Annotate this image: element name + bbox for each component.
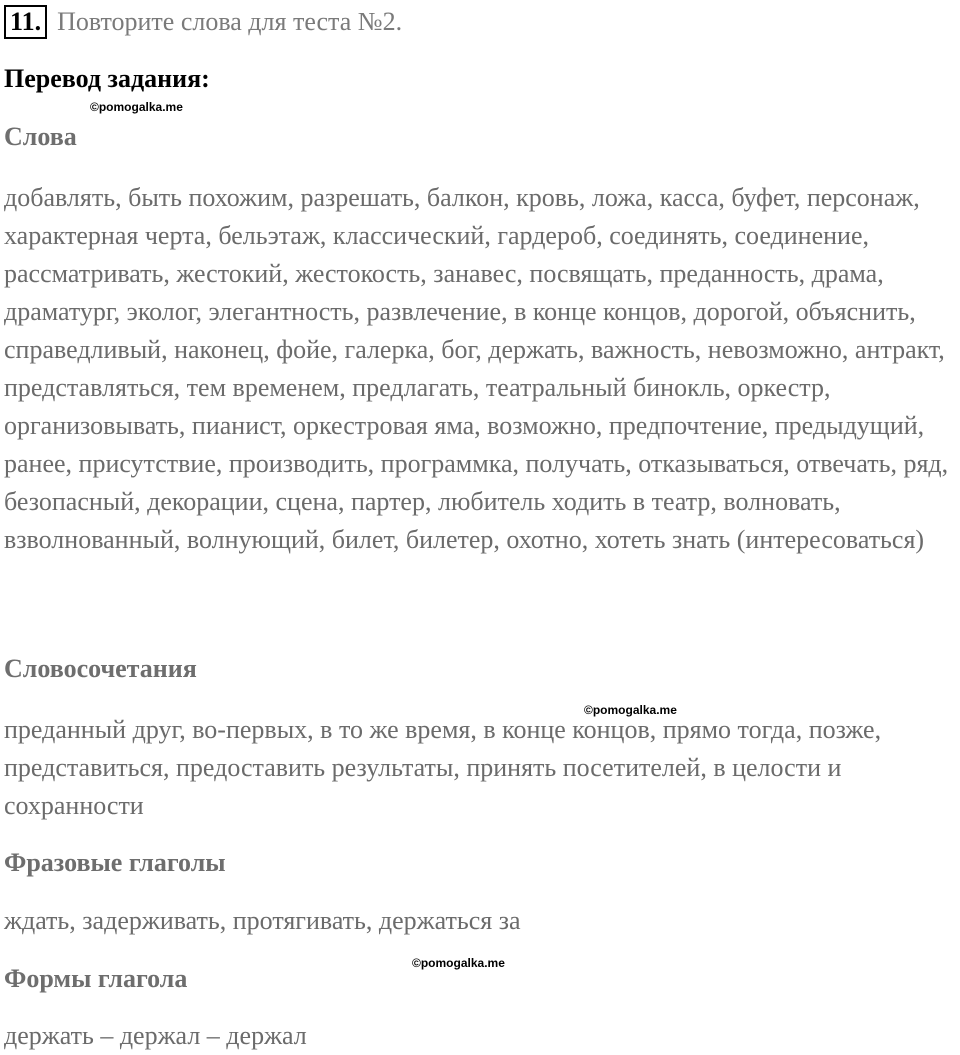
task-header — [4, 4, 402, 40]
section-text-verb-forms: держать – держал – держал — [4, 1021, 307, 1050]
section-title-phrases: Словосочетания — [4, 654, 197, 683]
task-instruction: Повторите слова для теста №2. — [57, 7, 403, 36]
watermark-1: ©pomogalka.me — [90, 100, 183, 114]
task-number-badge: 11. — [4, 5, 47, 39]
watermark-2: ©pomogalka.me — [584, 703, 677, 717]
section-title-words: Слова — [4, 122, 77, 151]
watermark-3: ©pomogalka.me — [412, 956, 505, 970]
section-text-phrasal-verbs: ждать, задерживать, протягивать, держаться за — [4, 906, 521, 935]
section-title-phrasal-verbs: Фразовые глаголы — [4, 848, 226, 877]
translation-heading: Перевод задания: — [4, 64, 210, 93]
section-title-verb-forms: Формы глагола — [4, 964, 188, 993]
section-text-phrases: преданный друг, во-первых, в то же время, в конце концов, прямо тогда, позже, представиться, предоставить результаты, принять посетителей, в целости и сохранности — [4, 715, 882, 820]
section-text-words: добавлять, быть похожим, разрешать, балкон, кровь, ложа, касса, буфет, персонаж, характерная черта, бельэтаж, классический, гардероб, соединять, соединение, рассматривать, жестокий, жестокость, занавес, посвящать, преданность, драма, драматург, эколог, элегантность, развлечение, в конце концов, дорогой, объяснить, справедливый, наконец, фойе, галерка, бог, держать, важность, невозможно, антракт, представляться, тем временем, предлагать, театральный бинокль, оркестр, организовывать, пианист, оркестровая яма, возможно, предпочтение, предыдущий, ранее, присутствие, производить, программка, получать, отказываться, отвечать, ряд, безопасный, декорации, сцена, партер, любитель ходить в театр, волновать, взволнованный, волнующий, билет, билетер, охотно, хотеть знать (интересоваться) — [4, 183, 949, 554]
